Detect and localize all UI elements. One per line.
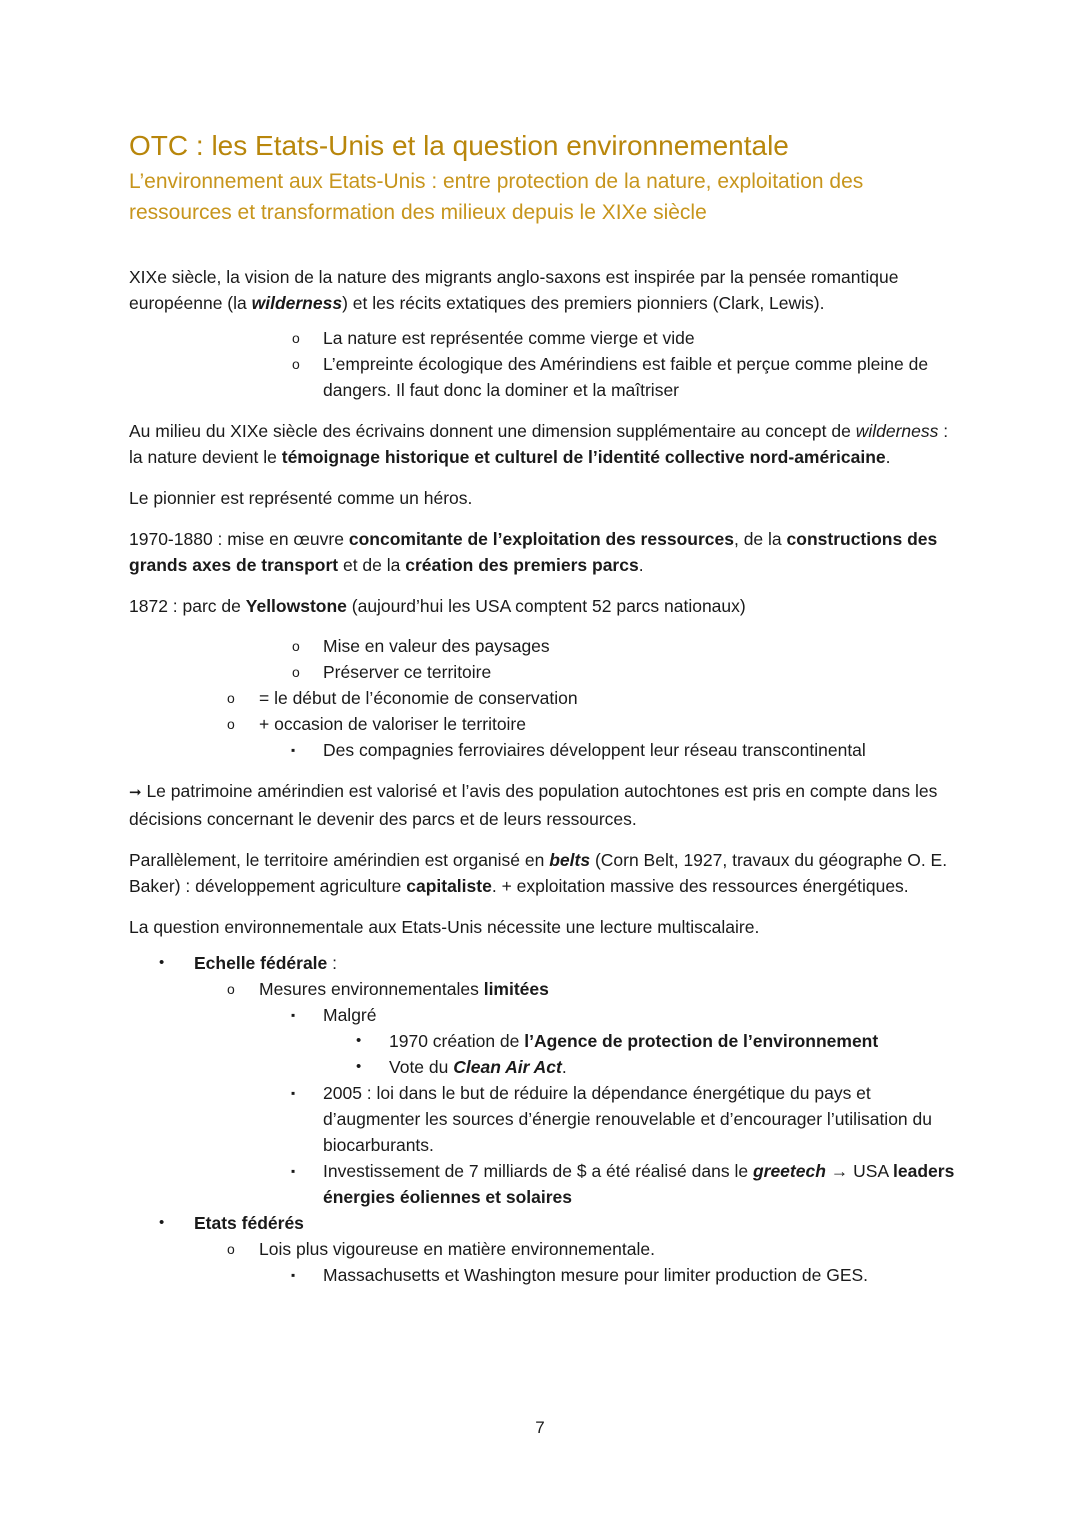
list-item-text: Massachusetts et Washington mesure pour limiter production de GES. [323, 1265, 869, 1285]
text: Au milieu du XIXe siècle des écrivains donnent une dimension supplémentaire au concept de [129, 421, 856, 441]
text: Parallèlement, le territoire amérindien est organisé en [129, 850, 550, 870]
bold-text: Etats fédérés [194, 1213, 304, 1233]
bold-text: limitées [483, 979, 549, 999]
list-item [129, 351, 959, 403]
square-bullet-icon: ▪ [291, 1268, 296, 1282]
paragraph-multiscalar: La question environnementale aux Etats-Unis nécessite une lecture multiscalaire. [129, 917, 760, 937]
list-item [129, 1158, 959, 1210]
list-item [129, 1080, 959, 1158]
paragraph-heritage [129, 778, 959, 832]
bold-text: création des premiers parcs [405, 555, 639, 575]
list-nature-vision [129, 325, 959, 403]
bold-italic-term: belts [549, 850, 591, 870]
italic-term: wilderness [855, 421, 939, 441]
round-bullet-icon: • [159, 1214, 165, 1231]
square-bullet-icon: ▪ [291, 1164, 296, 1178]
page-number: 7 [535, 1418, 545, 1437]
paragraph-belts [129, 847, 959, 899]
bold-italic-term: wilderness [251, 293, 343, 313]
list-item-text: 2005 : loi dans le but de réduire la dépendance énergétique du pays et d’augmenter les sources d’énergie renouvelable et d’encourager l’utilisation du biocarburants. [323, 1083, 932, 1155]
list-item [129, 1054, 959, 1080]
bold-text: leaders énergies éoliennes et solaires [323, 1161, 955, 1207]
text: XIXe siècle, la vision de la nature des migrants anglo-saxons est inspirée par la pensée romantique européenne (la [129, 267, 899, 313]
list-scales [129, 950, 959, 1288]
text: . [885, 447, 891, 467]
square-bullet-icon: ▪ [291, 743, 296, 757]
text: 1970 création de [389, 1031, 525, 1051]
list-yellowstone [129, 633, 959, 763]
list-item [129, 711, 959, 737]
text: , de la [733, 529, 787, 549]
paragraph-pioneer: Le pionnier est représenté comme un héros. [129, 488, 473, 508]
text: Vote du [389, 1057, 454, 1077]
bold-italic-term: greetech [752, 1161, 826, 1181]
bold-text: capitaliste [406, 876, 492, 896]
list-item [129, 685, 959, 711]
bold-text: témoignage historique et culturel de l’identité collective nord-américaine [281, 447, 886, 467]
circle-bullet-icon: o [292, 638, 300, 654]
page-subtitle: L’environnement aux Etats-Unis : entre protection de la nature, exploitation des ressources et transformation des milieux depuis le XIXe siècle [129, 170, 864, 224]
circle-bullet-icon: o [227, 716, 235, 732]
list-item-text: Mise en valeur des paysages [323, 636, 550, 656]
text: (Corn Belt, 1927, travaux du géographe O. E. Baker) : développement agriculture [129, 850, 948, 896]
list-item-text: L’empreinte écologique des Amérindiens est faible et perçue comme pleine de dangers. Il faut donc la dominer et la maîtriser [323, 354, 929, 400]
arrow-right-icon: ➞ [129, 784, 142, 801]
circle-bullet-icon: o [227, 1241, 235, 1257]
list-item [129, 659, 959, 685]
bold-text: Echelle fédérale [194, 953, 328, 973]
text: . + exploitation massive des ressources énergétiques. [491, 876, 909, 896]
text: ) et les récits extatiques des premiers pionniers (Clark, Lewis). [342, 293, 825, 313]
circle-bullet-icon: o [292, 356, 300, 372]
paragraph-writers [129, 418, 959, 470]
list-item [129, 737, 959, 763]
text: (aujourd’hui les USA comptent 52 parcs nationaux) [346, 596, 746, 616]
document-page [129, 128, 959, 1288]
list-item [129, 633, 959, 659]
bold-text: Yellowstone [245, 596, 347, 616]
paragraph-wilderness [129, 264, 959, 316]
bold-text: constructions des grands axes de transport [129, 529, 938, 575]
list-item-text: Des compagnies ferroviaires développent leur réseau transcontinental [323, 740, 866, 760]
page-title: OTC : les Etats-Unis et la question environnementale [129, 130, 789, 161]
square-bullet-icon: ▪ [291, 1086, 296, 1100]
text: : [327, 953, 338, 973]
list-item-federal [129, 950, 959, 976]
circle-bullet-icon: o [292, 330, 300, 346]
circle-bullet-icon: o [292, 664, 300, 680]
text: → USA [825, 1161, 894, 1181]
round-bullet-icon: • [159, 954, 165, 971]
paragraph-1970-1880 [129, 526, 959, 578]
list-item-text: + occasion de valoriser le territoire [259, 714, 526, 734]
bold-text: concomitante de l’exploitation des ressources [348, 529, 734, 549]
list-item [129, 1002, 959, 1028]
square-bullet-icon: ▪ [291, 1008, 296, 1022]
list-item [129, 1028, 959, 1054]
circle-bullet-icon: o [227, 690, 235, 706]
text: 1872 : parc de [129, 596, 246, 616]
text: 1970-1880 : mise en œuvre [129, 529, 349, 549]
list-item-text: Lois plus vigoureuse en matière environnementale. [259, 1239, 655, 1259]
text: . [561, 1057, 567, 1077]
list-item [129, 1236, 959, 1262]
round-bullet-icon: • [356, 1058, 362, 1075]
bold-italic-term: Clean Air Act [453, 1057, 562, 1077]
paragraph-yellowstone [129, 593, 959, 619]
text: et de la [338, 555, 406, 575]
bold-text: l’Agence de protection de l’environnement [524, 1031, 879, 1051]
text: Le patrimoine amérindien est valorisé et l’avis des population autochtones est pris en compte dans les décisions concernant le devenir des parcs et de leurs ressources. [129, 781, 938, 829]
text: Mesures environnementales [259, 979, 484, 999]
list-item-text: = le début de l’économie de conservation [259, 688, 578, 708]
list-item-text: Préserver ce territoire [323, 662, 492, 682]
list-item-text: Malgré [323, 1005, 377, 1025]
list-item [129, 976, 959, 1002]
text: Investissement de 7 milliards de $ a été réalisé dans le [323, 1161, 753, 1181]
text: . [638, 555, 644, 575]
circle-bullet-icon: o [227, 981, 235, 997]
list-item [129, 325, 959, 351]
list-item [129, 1262, 959, 1288]
text: : la nature devient le [129, 421, 949, 467]
list-item-text: La nature est représentée comme vierge et vide [323, 328, 695, 348]
round-bullet-icon: • [356, 1032, 362, 1049]
list-item-states [129, 1210, 959, 1236]
